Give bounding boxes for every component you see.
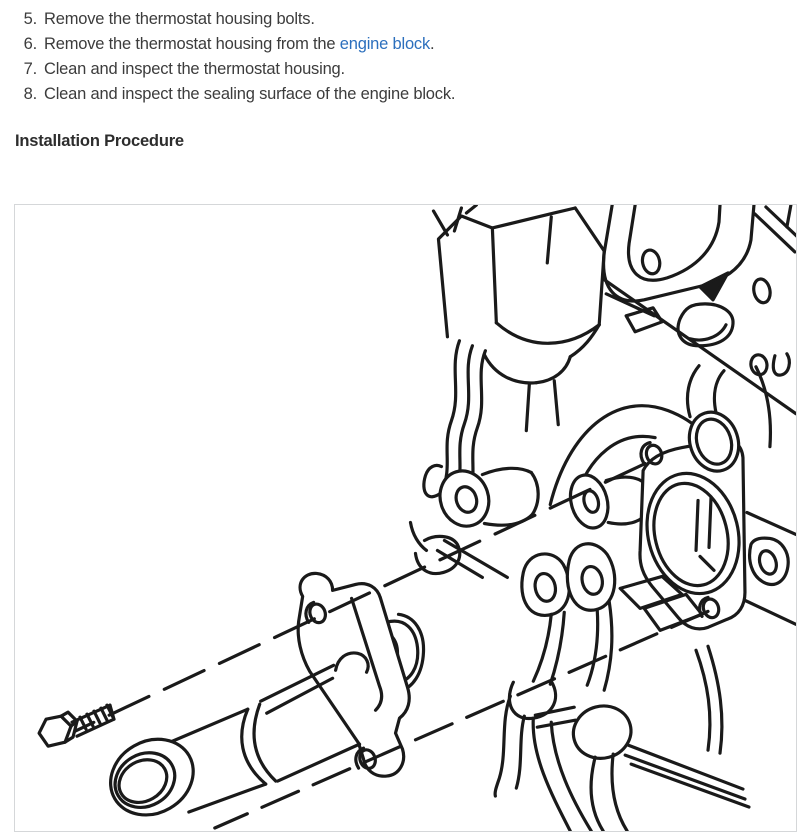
procedure-step-7 [18, 57, 455, 82]
installation-procedure-heading: Installation Procedure [15, 132, 184, 150]
procedure-step-6 [18, 32, 455, 57]
figure-panel [14, 204, 797, 832]
step-text: Clean and inspect the thermostat housing. [44, 60, 345, 78]
step-text [44, 32, 434, 57]
procedure-step-5 [18, 7, 455, 32]
procedure-steps [18, 7, 455, 107]
step-number: 6. [23, 35, 37, 53]
engine-block-link[interactable]: engine block [339, 35, 431, 53]
step-text-before-link: Remove the thermostat housing from the [44, 35, 340, 53]
step-text: Clean and inspect the sealing surface of the engine block. [44, 85, 456, 103]
step-number: 8. [23, 85, 37, 103]
procedure-step-8 [18, 82, 455, 107]
step-text-after-link: . [430, 35, 435, 53]
step-number: 5. [23, 10, 37, 28]
step-number: 7. [23, 60, 37, 78]
thermostat-diagram [15, 205, 796, 831]
step-text: Remove the thermostat housing bolts. [44, 10, 315, 28]
